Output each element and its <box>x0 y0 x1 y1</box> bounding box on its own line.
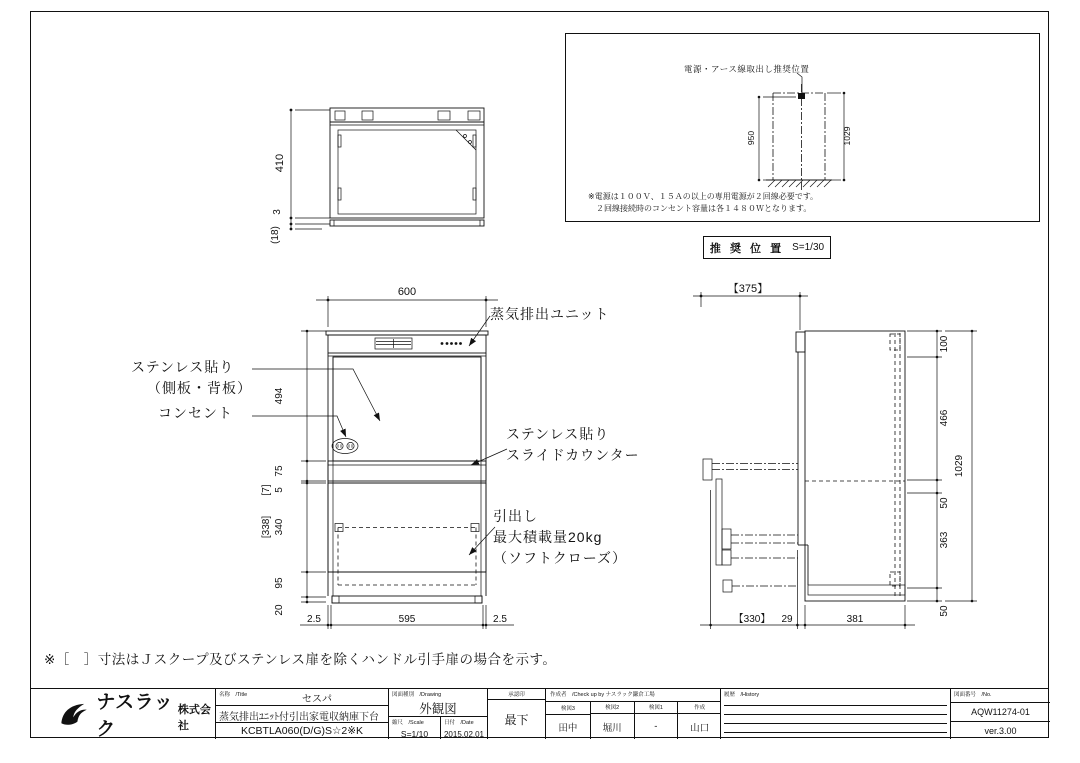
scale-value: S=1/10 <box>400 729 429 739</box>
date-value: 2015.02.01 <box>443 729 485 739</box>
date-cell <box>440 716 487 739</box>
product-name: 蒸気排出ﾕﾆｯﾄ付引出家電収納庫下台 <box>219 712 379 723</box>
reco-dim-1029: 1029 <box>842 126 852 146</box>
history-header: 履歴 /History <box>724 692 760 698</box>
date-header: 日付 /Date <box>444 720 474 726</box>
side-view-drawing <box>690 280 990 640</box>
side-dim-100: 100 <box>939 335 950 353</box>
side-dim-50-upper: 50 <box>939 497 950 509</box>
checker-col-header: 検図2 <box>590 701 634 714</box>
checker-name: 堀川 <box>590 714 634 739</box>
label-stainless-line2: （側板・背板） <box>147 380 252 396</box>
recommended-position-caption <box>703 236 831 259</box>
product-series-cell <box>215 689 388 705</box>
front-dim-595: 595 <box>398 614 416 625</box>
checker-col-header: 検図3 <box>546 701 590 715</box>
front-dim-20: 20 <box>274 604 285 616</box>
label-steam-exhaust-unit: 蒸気排出ユニット <box>490 306 610 322</box>
label-drawer-line1: 引出し <box>493 508 538 524</box>
approval-stamp: 最下 <box>504 713 529 727</box>
drawing-type-header: 図面種別 /Drawing <box>392 692 442 698</box>
scale-header: 縮尺 /Scale <box>392 720 424 726</box>
side-dim-466: 466 <box>939 409 950 427</box>
plan-view-linework <box>330 108 484 226</box>
reco-power-note <box>588 191 818 214</box>
reco-caption-text: 推 奨 位 置 <box>709 242 785 255</box>
side-dim-50-lower: 50 <box>939 605 950 617</box>
approval-cell <box>487 689 545 739</box>
drawing-number-header: 図面番号 /No. <box>954 692 992 698</box>
company-cell <box>30 689 215 739</box>
side-dim-363: 363 <box>939 531 950 549</box>
checker-col-header: 作成 <box>677 701 721 714</box>
checker-col-header: 検図1 <box>634 701 678 714</box>
drawing-version: ver.3.00 <box>984 725 1017 736</box>
front-dim-2.5-left: 2.5 <box>307 614 321 625</box>
reco-diagram-linework <box>758 73 846 192</box>
front-dim-338-bracket: [338] <box>261 515 272 539</box>
front-dim-95: 95 <box>274 577 285 589</box>
checker-name: - <box>634 714 678 739</box>
front-dim-5: 5 <box>274 487 285 493</box>
label-stainless-panels <box>131 357 252 399</box>
label-drawer <box>493 506 627 569</box>
front-unit-linework <box>326 331 488 603</box>
side-view-dimensions <box>693 282 977 629</box>
company-name: ナスラック <box>96 692 174 740</box>
front-dim-2.5-right: 2.5 <box>493 614 507 625</box>
history-rule <box>724 723 947 724</box>
label-outlet: コンセント <box>158 405 233 421</box>
reco-power-note-line2: ２回線接続時のコンセント容量は各１４８０Ｗとなります。 <box>596 203 812 213</box>
front-dim-75: 75 <box>274 465 285 477</box>
company-suffix: 株式会社 <box>177 704 211 732</box>
checker-name: 田中 <box>558 722 578 734</box>
checker-name: 山口 <box>677 714 721 739</box>
approval-header: 承認印 <box>488 689 545 700</box>
history-rule <box>724 732 947 733</box>
reco-caption-scale: S=1/30 <box>792 242 825 253</box>
label-counter-line2: スライドカウンター <box>506 447 640 463</box>
front-dim-7-bracket: [7] <box>261 484 272 496</box>
side-dim-330: 【330】 <box>733 614 771 625</box>
history-cell <box>720 689 950 739</box>
side-unit-linework <box>703 331 905 601</box>
history-rule <box>724 714 947 715</box>
drawing-type-cell <box>388 689 487 716</box>
product-name-cell <box>215 705 388 722</box>
reco-dim-950: 950 <box>746 130 756 146</box>
model-number-cell <box>215 722 388 739</box>
plan-view-dimensions <box>270 109 330 244</box>
product-series: セスパ <box>302 693 332 705</box>
nasluck-logo-icon <box>58 698 88 730</box>
label-stainless-line1: ステンレス貼り <box>131 359 235 375</box>
label-counter-line1: ステンレス貼り <box>506 426 610 442</box>
side-dim-29: 29 <box>781 614 793 625</box>
label-drawer-line2: 最大積載量20kg <box>493 529 603 545</box>
label-slide-counter <box>506 424 640 466</box>
scale-cell <box>388 716 440 739</box>
plan-dim-depth: 410 <box>274 153 286 173</box>
side-dim-1029: 1029 <box>954 454 965 478</box>
drawing-number: AQW11274-01 <box>951 702 1050 722</box>
side-dim-381: 381 <box>846 614 864 625</box>
checkers-cell <box>545 689 720 739</box>
title-header: 名称 /Title <box>219 692 248 698</box>
drawing-number-cell <box>950 689 1049 739</box>
front-dim-340: 340 <box>274 518 285 536</box>
reco-power-note-line1: ※電源は１００Ｖ、１５Ａの以上の専用電源が２回線必要です。 <box>588 192 819 201</box>
side-dim-375: 【375】 <box>727 283 769 295</box>
recommended-position-panel <box>565 33 1040 222</box>
bracket-dimension-note: ※［ ］寸法はＪスクープ及びステンレス扉を除くハンドル引手扉の場合を示す。 <box>44 652 557 667</box>
reco-outlet-label: 電源・アース線取出し推奨位置 <box>684 64 810 74</box>
front-dim-494: 494 <box>274 387 285 405</box>
checkers-header: 作成者 /Check up by ナスラック鎌倉工場 <box>546 689 720 702</box>
plan-dim-3: 3 <box>272 209 283 215</box>
plan-view-drawing <box>260 93 500 248</box>
model-number: KCBTLA060(D/G)S☆2※K <box>240 725 364 737</box>
front-view-leader-lines <box>252 316 507 555</box>
drawing-type: 外観図 <box>419 701 457 716</box>
label-drawer-line3: （ソフトクローズ） <box>493 550 628 566</box>
title-block <box>30 688 1049 738</box>
history-rule <box>724 705 947 706</box>
front-dim-width: 600 <box>397 286 417 298</box>
plan-dim-18: (18) <box>270 226 281 244</box>
